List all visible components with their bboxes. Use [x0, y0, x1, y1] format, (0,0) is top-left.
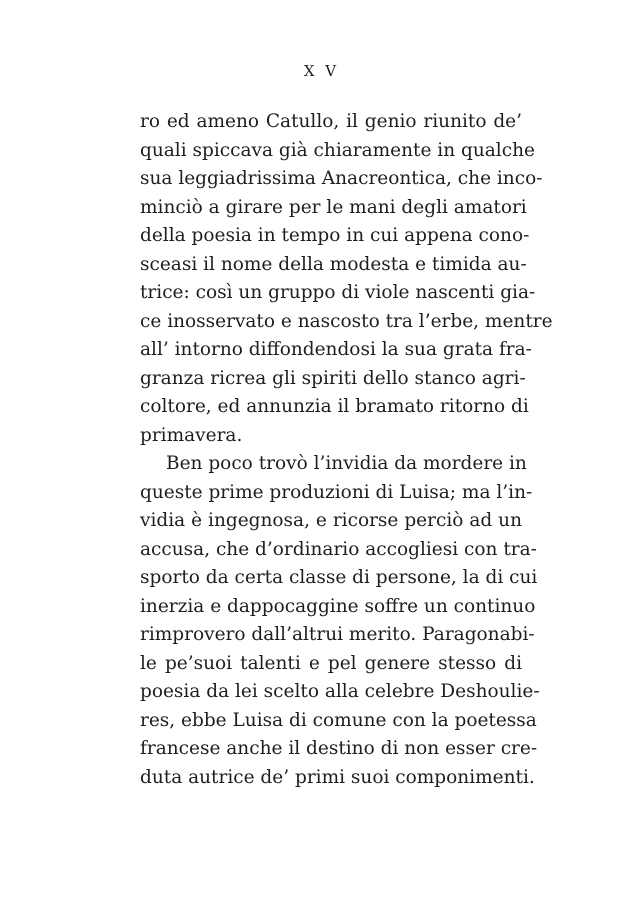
text-line: rimprovero dall’altrui merito. Paragonabi- — [140, 624, 535, 645]
text-line: res, ebbe Luisa di comune con la poetessa — [140, 709, 537, 731]
text-line: coltore, ed annunzia il bramato ritorno di — [140, 396, 529, 417]
text-line: quali spiccava già chiaramente in qualche — [140, 139, 535, 161]
text-line: inerzia e dappocaggine soffre un continuo — [140, 595, 536, 617]
page-number: X V — [303, 62, 340, 80]
text-line: della poesia in tempo in cui appena cono- — [140, 225, 530, 246]
text-line: queste prime produzioni di Luisa; ma l’in- — [140, 481, 533, 503]
paragraph-1 — [140, 108, 553, 450]
text-line: ce inosservato e nascosto tra l’erbe, mentre — [140, 310, 553, 332]
text-line: poesia da lei scelto alla celebre Deshoulie- — [140, 681, 540, 702]
paragraph-2 — [140, 450, 540, 792]
text-line: all’ intorno diffondendosi la sua grata fra- — [140, 339, 532, 360]
text-line: minciò a girare per le mani degli amatori — [140, 196, 527, 218]
body-text — [140, 108, 553, 792]
text-line: le pe’suoi talenti e pel genere stesso di — [140, 652, 522, 674]
text-line: ro ed ameno Catullo, il genio riunito de’ — [140, 111, 522, 132]
text-line: duta autrice de’ primi suoi componimenti. — [140, 766, 535, 788]
text-line: granza ricrea gli spiriti dello stanco agri- — [140, 367, 526, 389]
text-line: sporto da certa classe di persone, la di cui — [140, 567, 538, 588]
text-line: trice: così un gruppo di viole nascenti gia- — [140, 282, 536, 303]
text-line: vidia è ingegnosa, e ricorse perciò ad un — [140, 510, 522, 531]
text-line: Ben poco trovò l’invidia da mordere in — [166, 453, 527, 474]
text-line: primavera. — [140, 424, 243, 446]
text-line: francese anche il destino di non esser cre- — [140, 738, 538, 759]
text-line: sua leggiadrissima Anacreontica, che inco- — [140, 168, 543, 189]
text-line: sceasi il nome della modesta e timida au- — [140, 253, 527, 275]
text-line: accusa, che d’ordinario accogliesi con tra- — [140, 538, 537, 560]
